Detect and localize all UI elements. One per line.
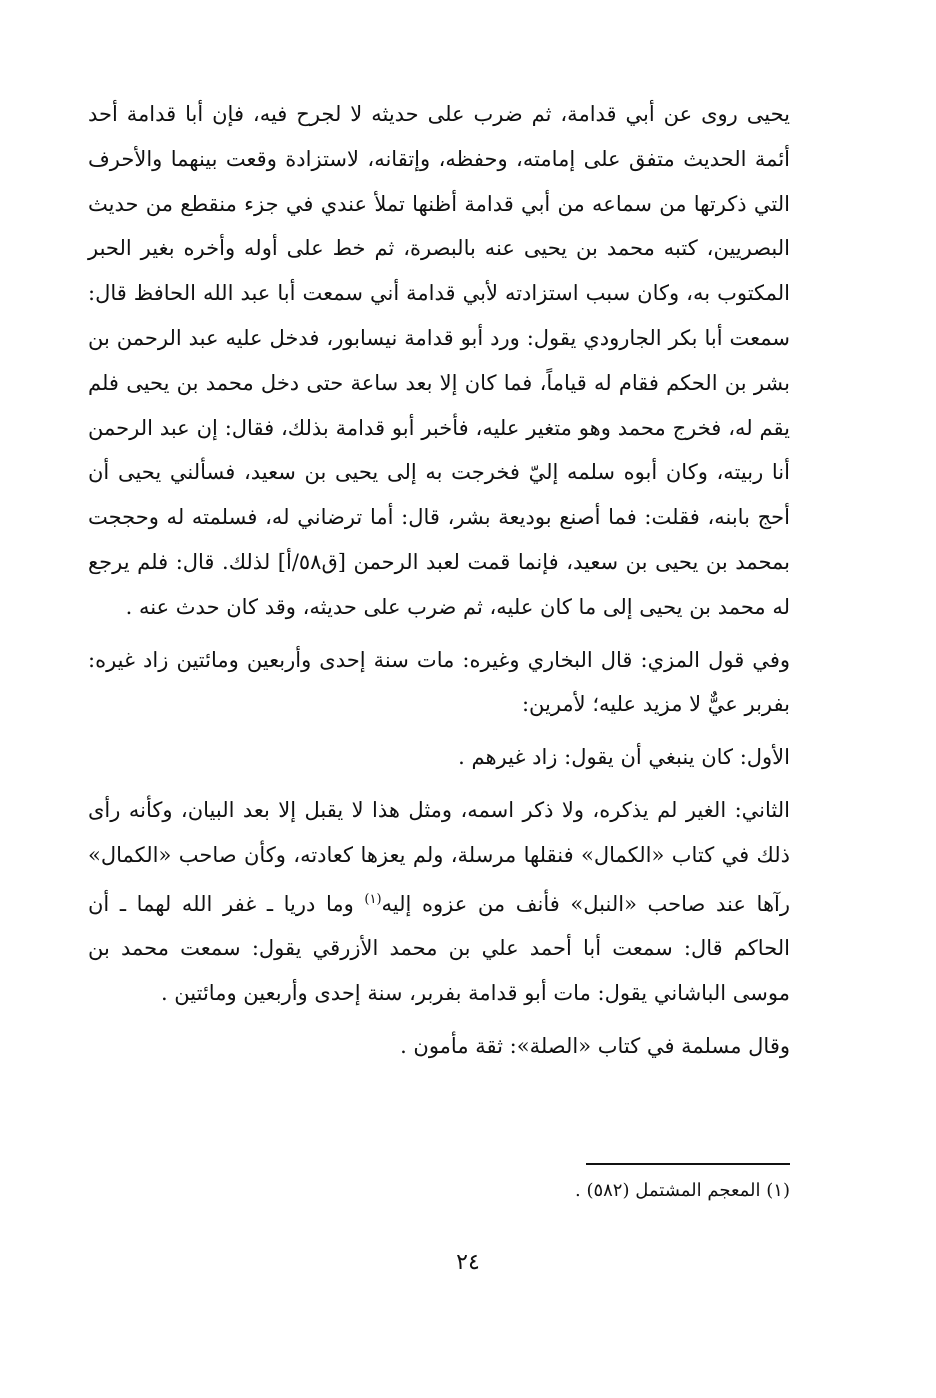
page-body xyxy=(88,92,790,1069)
footnote-marker: (١) xyxy=(364,891,382,907)
paragraph-2: وفي قول المزي: قال البخاري وغيره: مات سنة إحدى وأربعين ومائتين زاد غيره: بفربر عيٌّ لا مزيد عليه؛ لأمرين: xyxy=(88,647,790,717)
footnote-divider xyxy=(586,1163,790,1165)
paragraph-1: يحيى روى عن أبي قدامة، ثم ضرب على حديثه لا لجرح فيه، فإن أبا قدامة أحد أئمة الحديث متفق على إمامته، وحفظه، وإتقانه، لاستزادة وقعت بينهما والأحرف التي ذكرتها من سماعه من أبي قدامة أظنها تملأ عندي في جزء منقطع من حديث البصريين، كتبه محمد بن يحيى عنه بالبصرة، ثم خط على أوله وأخره بغير الحبر المكتوب به، وكان سبب استزادته لأبي قدامة أني سمعت أبا عبد الله الحافظ قال: سمعت أبا بكر الجارودي يقول: ورد أبو قدامة نيسابور، فدخل عليه عبد الرحمن بن بشر بن الحكم فقام له قياماً، فما كان إلا بعد ساعة حتى دخل محمد بن يحيى فلم يقم له، فخرج محمد وهو متغير عليه، فأخبر أبو قدامة بذلك، فقال: إن عبد الرحمن أنا ربيته، وكان أبوه سلمه إليّ فخرجت به إلى يحيى بن سعيد، فسألني يحيى أن أحج بابنه، فقلت: فما أصنع بوديعة بشر، قال: أما ترضاني له، فسلمته له وحججت بمحمد بن يحيى بن سعيد، فإنما قمت لعبد الرحمن [ق٥٨/أ] لذلك. قال: فلم يرجع له محمد بن يحيى إلى ما كان عليه، ثم ضرب على حديثه، وقد كان حدث عنه . xyxy=(88,102,790,619)
page-number: ٢٤ xyxy=(456,1250,480,1275)
footnote: (١) المعجم المشتمل (٥٨٢) . xyxy=(575,1180,790,1201)
paragraph-4-body: وكأنه رأى ذلك في كتاب «الكمال» فنقلها مرسلة، ولم يعزها كعادته، وكأن صاحب «الكمال» رآها عند صاحب «النبل» فأنف من عزوه إليه xyxy=(88,797,790,916)
paragraph-4-lead: الثاني: الغير لم يذكره، ولا ذكر اسمه، ومثل هذا لا يقبل إلا بعد البيان، xyxy=(180,797,790,822)
paragraph-5: وقال مسلمة في كتاب «الصلة»: ثقة مأمون . xyxy=(400,1033,790,1058)
paragraph-3: الأول: كان ينبغي أن يقول: زاد غيرهم . xyxy=(458,745,790,770)
paragraph-4-tail: وما دريا ـ غفر الله لهما ـ أن الحاكم قال: سمعت أبا أحمد علي بن محمد الأزرقي يقول: سمعت محمد بن موسى الباشاني يقول: مات أبو قدامة بفربر، سنة إحدى وأربعين ومائتين . xyxy=(88,891,790,1006)
paragraph-4 xyxy=(88,788,790,1016)
